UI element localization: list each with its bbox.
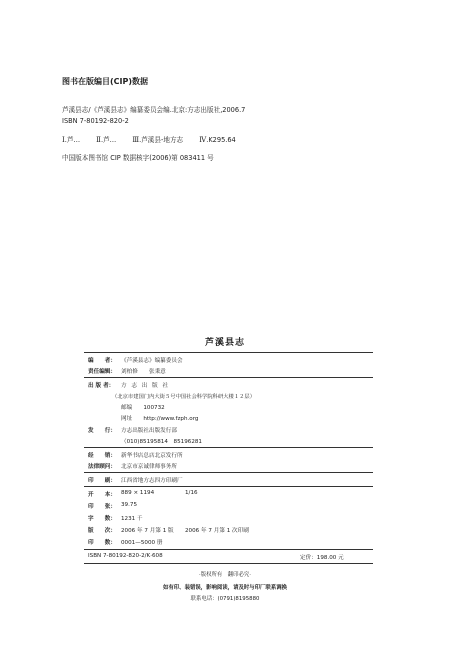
credit-label-responsible: 责任编辑： <box>88 369 116 375</box>
publisher-label: 出 版 者： <box>88 383 115 389</box>
seller-value: 新华书店总店北京发行所 <box>121 453 183 459</box>
spec-label-sheets: 印 张： <box>88 504 116 510</box>
publisher-name: 方 志 出 版 社 <box>121 383 170 389</box>
distribution-line-2: （010)85195814 85196281 <box>121 439 202 445</box>
spec-label-format: 开 本： <box>88 492 116 498</box>
cip-line-isbn: ISBN 7-80192-820-2 <box>62 117 129 125</box>
printer-value: 江西省地方志四方印刷厂 <box>121 478 183 484</box>
rule-2 <box>84 447 373 448</box>
seller-label: 经 销： <box>88 453 116 459</box>
spec-label-edition: 版 次： <box>88 528 116 534</box>
spec-label-printrun: 印 数： <box>88 540 116 546</box>
spec-extra-edition: 2006 年 7 月第 1 次印刷 <box>185 528 249 534</box>
rule-5 <box>84 549 373 550</box>
cip-archive-line: 中国版本图书馆 CIP 数据核字(2006)第 083411 号 <box>62 154 214 162</box>
cip-heading: 图书在版编目(CIP)数据 <box>62 77 149 86</box>
class-4: Ⅳ.K295.64 <box>199 136 236 144</box>
rule-1 <box>84 377 373 378</box>
rule-top <box>84 352 373 353</box>
publisher-postcode: 邮编 100732 <box>121 405 165 411</box>
distribution-label: 发 行： <box>88 428 116 434</box>
credit-value-editor: 《芦溪县志》编纂委员会 <box>121 358 183 364</box>
publisher-address: （北京市建国门内大街５号中国社会科学院科研大楼１２层） <box>112 394 256 400</box>
spec-label-words: 字 数： <box>88 516 116 522</box>
spec-value-words: 1231 千 <box>121 516 143 522</box>
credit-label-editor: 编 者： <box>88 358 116 364</box>
spec-value-edition: 2006 年 7 月第 1 版 <box>121 528 174 534</box>
legal-label: 法律顾问： <box>88 464 116 470</box>
cip-line-title: 芦溪县志/《芦溪县志》编纂委员会编.北京:方志出版社,2006.7 <box>62 106 246 114</box>
book-title: 芦溪县志 <box>204 338 245 348</box>
class-1: Ⅰ.芦… <box>62 136 81 144</box>
price: 定价：198.00 元 <box>300 555 344 561</box>
distribution-line-1: 方志出版社出版发行部 <box>121 428 177 434</box>
rule-3 <box>84 472 373 473</box>
spec-extra-format: 1/16 <box>185 490 198 496</box>
spec-value-sheets: 39.75 <box>121 502 138 508</box>
class-3: Ⅲ.芦溪县-地方志 <box>132 136 184 144</box>
cip-classification <box>62 134 236 144</box>
rule-4 <box>84 486 373 487</box>
spec-value-format: 889 × 1194 <box>121 490 155 496</box>
contact-phone: 联系电话：(0791)8195880 <box>190 596 260 602</box>
rights-notice: ·版权所有 翻印必究· <box>199 572 251 578</box>
print-error-notice: 如有印、装错误，影响阅读，请及时与印厂联系调换 <box>163 585 287 591</box>
class-2: Ⅱ.芦… <box>96 136 117 144</box>
legal-value: 北京市京诚律师事务所 <box>121 464 177 470</box>
spec-value-printrun: 0001—5000 册 <box>121 540 163 546</box>
printer-label: 印 刷： <box>88 478 116 484</box>
publisher-website: 网址 http://www.fzph.org <box>121 416 199 422</box>
rule-bottom <box>84 563 373 564</box>
credit-value-responsible: 刘柏修 张秉意 <box>121 369 166 375</box>
isbn-line: ISBN 7-80192-820-2/K·608 <box>88 553 163 559</box>
